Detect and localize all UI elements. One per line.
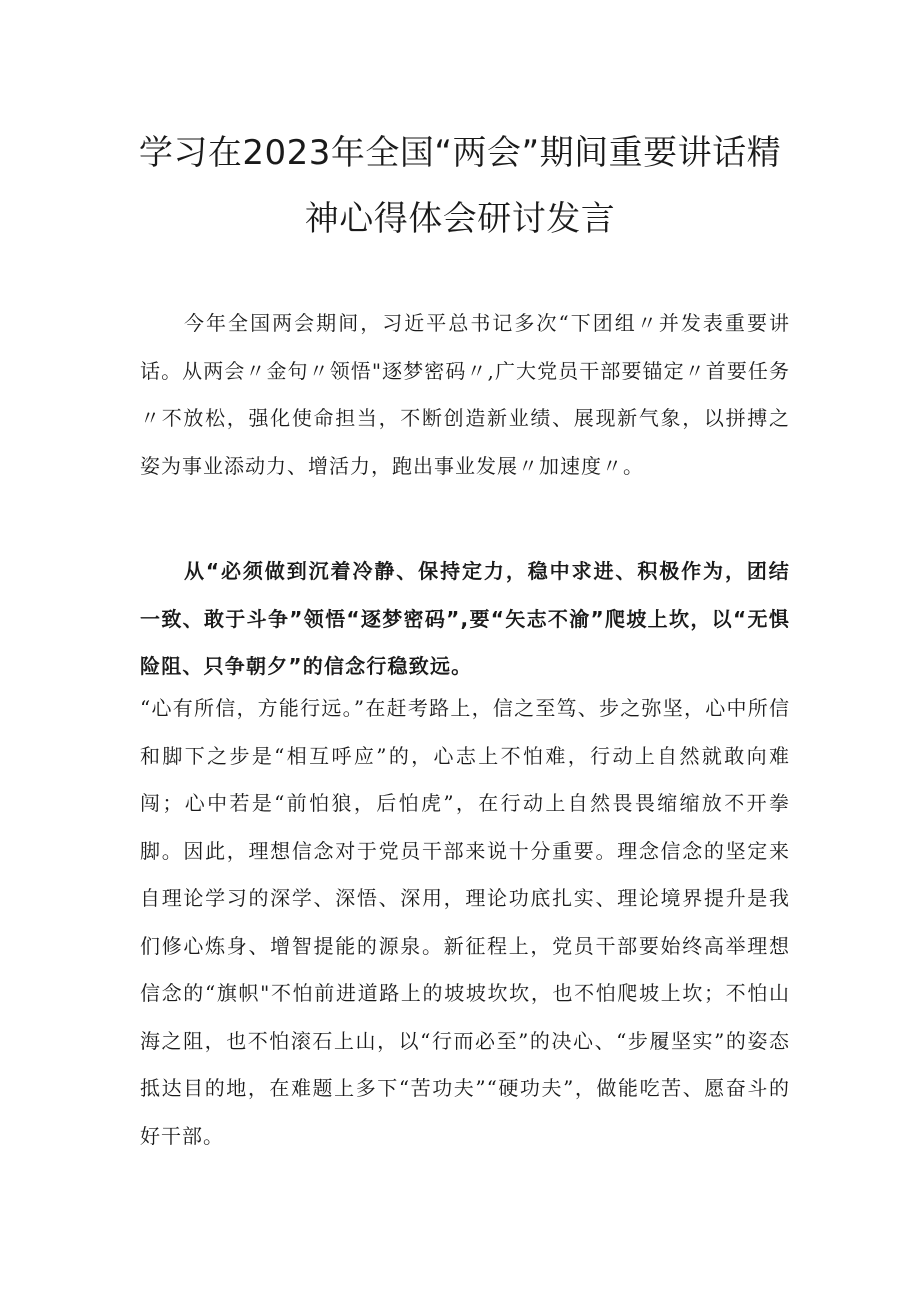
document-title-line-2: 神心得体会研讨发言 [304, 199, 616, 239]
document-title-line-1: 学习在2023年全国“两会”期间重要讲话精 [138, 133, 782, 173]
paragraph-intro: 今年全国两会期间，习近平总书记多次“下团组〃并发表重要讲话。从两会〃金句〃领悟"逐梦密码〃,广大党员干部要锚定〃首要任务〃不放松，强化使命担当，不断创造新业绩、展现新气象，以拼搏之姿为事业添动力、增活力，跑出事业发展〃加速度〃。 [140, 311, 790, 478]
paragraph-body: “心有所信，方能行远。”在赶考路上，信之至笃、步之弥坚，心中所信和脚下之步是“相互呼应”的，心志上不怕难，行动上自然就敢向难闯；心中若是“前怕狼，后怕虎”，在行动上自然畏畏缩缩放不开拳脚。因此，理想信念对于党员干部来说十分重要。理念信念的坚定来自理论学习的深学、深悟、深用，理论功底扎实、理论境界提升是我们修心炼身、增智提能的源泉。新征程上，党员干部要始终高举理想信念的“旗帜"不怕前进道路上的坡坡坎坎，也不怕爬坡上坎；不怕山海之阻，也不怕滚石上山，以“行而必至”的决心、“步履坚实”的姿态抵达目的地，在难题上多下“苦功夫”“硬功夫”，做能吃苦、愿奋斗的好干部。 [140, 696, 790, 1148]
paragraph-heading-bold: 从“必须做到沉着冷静、保持定力，稳中求进、积极作为，团结一致、敢于斗争”领悟“逐梦密码”,要“矢志不渝”爬坡上坎，以“无惧险阻、只争朝夕”的信念行稳致远。 [140, 559, 790, 678]
